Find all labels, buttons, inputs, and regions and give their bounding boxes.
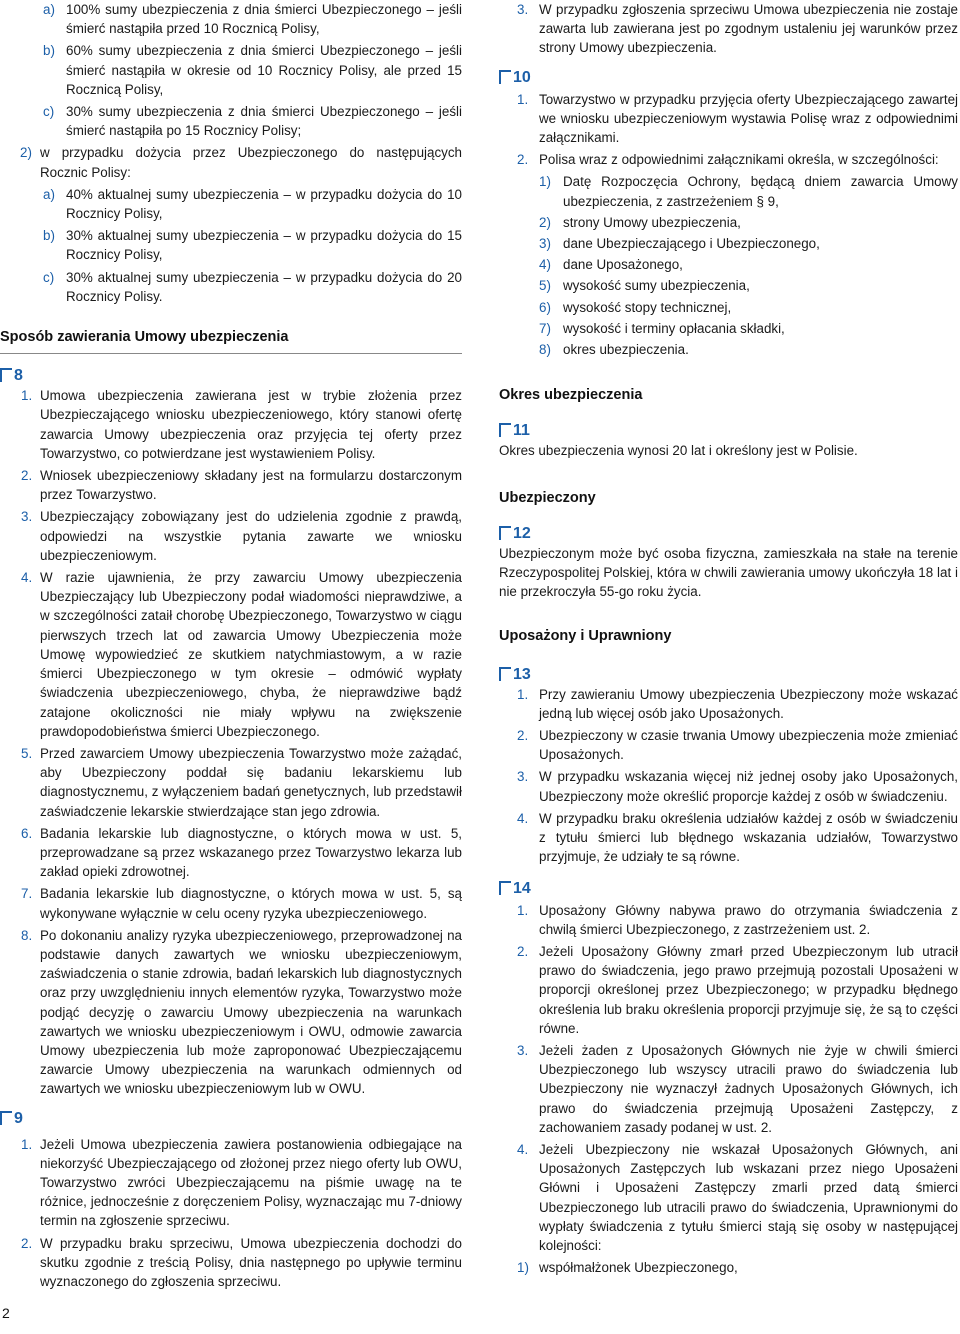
list-item: c) 30% sumy ubezpieczenia z dnia śmierci Ubezpieczonego – jeśli śmierć nastąpiła po 15 Rocznicy Polisy; [43, 104, 462, 139]
list-item: 1. Towarzystwo w przypadku przyjęcia oferty Ubezpieczającego zawartej we wniosku ubezpieczeniowym wystawia Polisę wraz z odpowiednimi załącznikami. [517, 91, 958, 146]
paragraph-text: Ubezpieczonym może być osoba fizyczna, zamieszkała na stałe na terenie Rzeczypospolitej Polskiej, która w chwili zawierania umowy ukończyła 18 lat i nie przekroczyła 55-go roku życia. [499, 545, 958, 600]
section-sign-icon [499, 667, 511, 681]
list-item: 3. W przypadku wskazania więcej niż jednej osoby jako Uposażonych, Ubezpieczony może określić proporcje każdej z osób w świadczeniu. [517, 769, 958, 804]
page-number: 2 [2, 1305, 10, 1321]
paragraph-heading: 12 [499, 522, 958, 544]
paragraph-heading: 10 [499, 66, 958, 88]
list-item: 1. Umowa ubezpieczenia zawierana jest w trybie złożenia przez Ubezpieczającego wniosku ubezpieczeniowego, który stanowi ofertę zawarcia Umowy ubezpieczenia oraz przyjęcia tej oferty przez Towarzystwo, co potwierdzane jest wystawieniem Polisy. [21, 388, 462, 461]
list-item: 7) wysokość i terminy opłacania składki, [539, 320, 785, 336]
list-item: 4. W przypadku braku określenia udziałów każdej z osób w świadczeniu z tytułu śmierci lub błędnego wskazania udziałów, Towarzystwo przyjmuje, że udziały te są równe. [517, 810, 958, 865]
section-sign-icon [499, 70, 511, 84]
list-item: 6) wysokość stopy technicznej, [539, 299, 732, 315]
list-item: 1. Przy zawieraniu Umowy ubezpieczenia Ubezpieczony może wskazać jedną lub więcej osób jako Uposażonych. [517, 686, 958, 721]
list-item: 2) strony Umowy ubezpieczenia, [539, 214, 741, 230]
section-title: Okres ubezpieczenia [499, 387, 643, 404]
list-item: 4. W razie ujawnienia, że przy zawarciu Umowy ubezpieczenia Ubezpieczający lub Ubezpieczony podał wiadomości nieprawdziwe, a w szczególności zataił chorobę Ubezpieczonego, Towarzystwo w ciągu pierwszych trzech lat od zawarcia Umowy Ubezpieczenia może Umowę wypowiedzieć ze skutkiem natychmiastowym, a w razie śmierci Ubezpieczonego w tym okresie – odmówić wypłaty świadczenia ubezpieczeniowego, chyba, że nieprawdziwe bądź zatajone okoliczności nie miały wpływu na zwiększenie prawdopodobieństwa śmierci Ubezpieczonego. [21, 570, 462, 739]
section-title: Ubezpieczony [499, 489, 596, 506]
list-item: a) 40% aktualnej sumy ubezpieczenia – w przypadku dożycia do 10 Rocznicy Polisy, [43, 186, 462, 222]
paragraph-heading: 8 [0, 364, 462, 386]
section-sign-icon [499, 423, 511, 437]
list-item: 1. Uposażony Główny nabywa prawo do otrzymania świadczenia z chwilą śmierci Ubezpieczonego, z zastrzeżeniem ust. 2. [517, 902, 958, 937]
list-item: 3) dane Ubezpieczającego i Ubezpieczonego, [539, 236, 820, 252]
list-item: b) 60% sumy ubezpieczenia z dnia śmierci Ubezpieczonego – jeśli śmierć nastąpiła w okresie od 10 Rocznicy Polisy, ale przed 15 Rocznicą Polisy, [43, 43, 462, 97]
list-item: 3. Ubezpieczający zobowiązany jest do udzielenia zgodnie z prawdą, odpowiedzi na wszystkie pytania zawarte we wniosku ubezpieczeniowym. [21, 509, 462, 563]
list-item: 2. Ubezpieczony w czasie trwania Umowy ubezpieczenia może zmieniać Uposażonych. [517, 728, 958, 763]
list-item: 2. Wniosek ubezpieczeniowy składany jest na formularzu dostarczonym przez Towarzystwo. [21, 468, 462, 503]
list-item: 2. W przypadku braku sprzeciwu, Umowa ubezpieczenia dochodzi do skutku zgodnie z treścią Polisy, dnia następnego po upływie terminu wyznaczonego do zgłoszenia sprzeciwu. [21, 1235, 462, 1289]
section-sign-icon [499, 526, 511, 540]
list-item: 8) okres ubezpieczenia. [539, 342, 689, 358]
list-item: c) 30% aktualnej sumy ubezpieczenia – w przypadku dożycia do 20 Rocznicy Polisy. [43, 269, 462, 304]
list-item: b) 30% aktualnej sumy ubezpieczenia – w przypadku dożycia do 15 Rocznicy Polisy, [43, 228, 462, 263]
paragraph-text: Okres ubezpieczenia wynosi 20 lat i określony jest w Polisie. [499, 443, 858, 459]
right-column [499, 0, 958, 1277]
list-item: 1) współmałżonek Ubezpieczonego, [517, 1260, 738, 1276]
list-item: a) 100% sumy ubezpieczenia z dnia śmierci Ubezpieczonego – jeśli śmierć nastąpiła przed 10 Rocznicą Polisy, [43, 2, 462, 37]
section-title: Uposażony i Uprawniony [499, 628, 672, 645]
list-item: 3. W przypadku zgłoszenia sprzeciwu Umowa ubezpieczenia nie zostaje zawarta lub zawierana jest po zgodnym ustaleniu jej warunków przez strony Umowy ubezpieczenia. [517, 2, 958, 56]
section-title: Sposób zawierania Umowy ubezpieczenia [0, 328, 462, 354]
list-item: 6. Badania lekarskie lub diagnostyczne, o których mowa w ust. 5, przeprowadzane są przez wskazanego przez Towarzystwo lekarza lub zakład opieki zdrowotnej. [21, 825, 462, 880]
section-sign-icon [0, 368, 12, 382]
list-item: 3. Jeżeli żaden z Uposażonych Głównych nie żyje w chwili śmierci Ubezpieczonego lub wszyscy utracili prawo do świadczenia lub Ubezpieczony nie wyznaczył żadnych Uposażonych Głównych, ich prawo do świadczenia przejmują Uposażeni Zastępczy, z zachowaniem zasady podanej w ust. 2. [517, 1042, 958, 1135]
paragraph-heading: 14 [499, 877, 958, 899]
list-item: 5. Przed zawarciem Umowy ubezpieczenia Towarzystwo może zażądać, aby Ubezpieczony poddał się badaniu lekarskiemu lub diagnostycznemu, z wyłączeniem badań genetycznych, lub przedstawił zaświadczenie lekarskie stwierdzające stan jego zdrowia. [21, 745, 462, 819]
left-column [0, 0, 462, 1291]
list-item: 2. Polisa wraz z odpowiednimi załącznikami określa, w szczególności: [517, 152, 939, 168]
paragraph-heading: 13 [499, 663, 958, 685]
list-item: 7. Badania lekarskie lub diagnostyczne, o których mowa w ust. 5, są wykonywane wyłącznie w celu oceny ryzyka ubezpieczeniowego. [21, 886, 462, 921]
list-item: 1. Jeżeli Umowa ubezpieczenia zawiera postanowienia odbiegające na niekorzyść Ubezpieczającego od złożonej przez niego oferty lub OWU, Towarzystwo zwróci Ubezpieczającemu na piśmie uwagę na te różnice, jednocześnie z doręczeniem Polisy, wyznaczając mu 7-dniowy termin na zgłoszenie sprzeciwu. [21, 1136, 462, 1229]
list-item: 2. Jeżeli Uposażony Główny zmarł przed Ubezpieczonym lub utracił prawo do świadczenia, jego prawo przejmują pozostali Uposażeni w proporcji określonej przez Ubezpieczonego; w przypadku błędnego określenia lub braku określenia proporcji przyjmuje się, że są to części równe. [517, 943, 958, 1036]
list-item: 5) wysokość sumy ubezpieczenia, [539, 278, 750, 294]
section-sign-icon [499, 881, 511, 895]
list-item: 4) dane Uposażonego, [539, 257, 683, 273]
list-item: 1) Datę Rozpoczęcia Ochrony, będącą dniem zawarcia Umowy ubezpieczenia, z zastrzeżeniem § 9, [539, 174, 958, 209]
list-item: 4. Jeżeli Ubezpieczony nie wskazał Uposażonych Głównych, ani Uposażonych Zastępczych lub wskazani przez niego Uposażeni Główni i Uposażeni Zastępczy zmarli przed datą śmierci Ubezpieczonego lub utracili prawo do świadczenia, Uprawnionymi do wypłaty świadczenia z tytułu śmierci stają się osoby w następującej kolejności: [517, 1141, 958, 1253]
paragraph-heading: 9 [0, 1107, 462, 1129]
list-item: 2) w przypadku dożycia przez Ubezpieczonego do następujących Rocznic Polisy: [20, 145, 462, 180]
section-sign-icon [0, 1111, 12, 1125]
list-item: 8. Po dokonaniu analizy ryzyka ubezpieczeniowego, przeprowadzonej na podstawie danych zawartych we wniosku ubezpieczeniowym, zaświadczenia o stanie zdrowia, badań lekarskich lub diagnostycznych oraz przy uwzględnieniu innych elementów ryzyka, Towarzystwo może podjąć decyzję o zawarciu Umowy ubezpieczenia na warunkach zawartych we wniosku ubezpieczeniowym i OWU, odmowie zawarcia Umowy ubezpieczenia lub może zaproponować Ubezpieczającemu zawarcie Umowy ubezpieczenia na warunkach odmiennych od zawartych we wniosku ubezpieczeniowym lub w OWU. [21, 927, 462, 1097]
paragraph-heading: 11 [499, 419, 958, 441]
